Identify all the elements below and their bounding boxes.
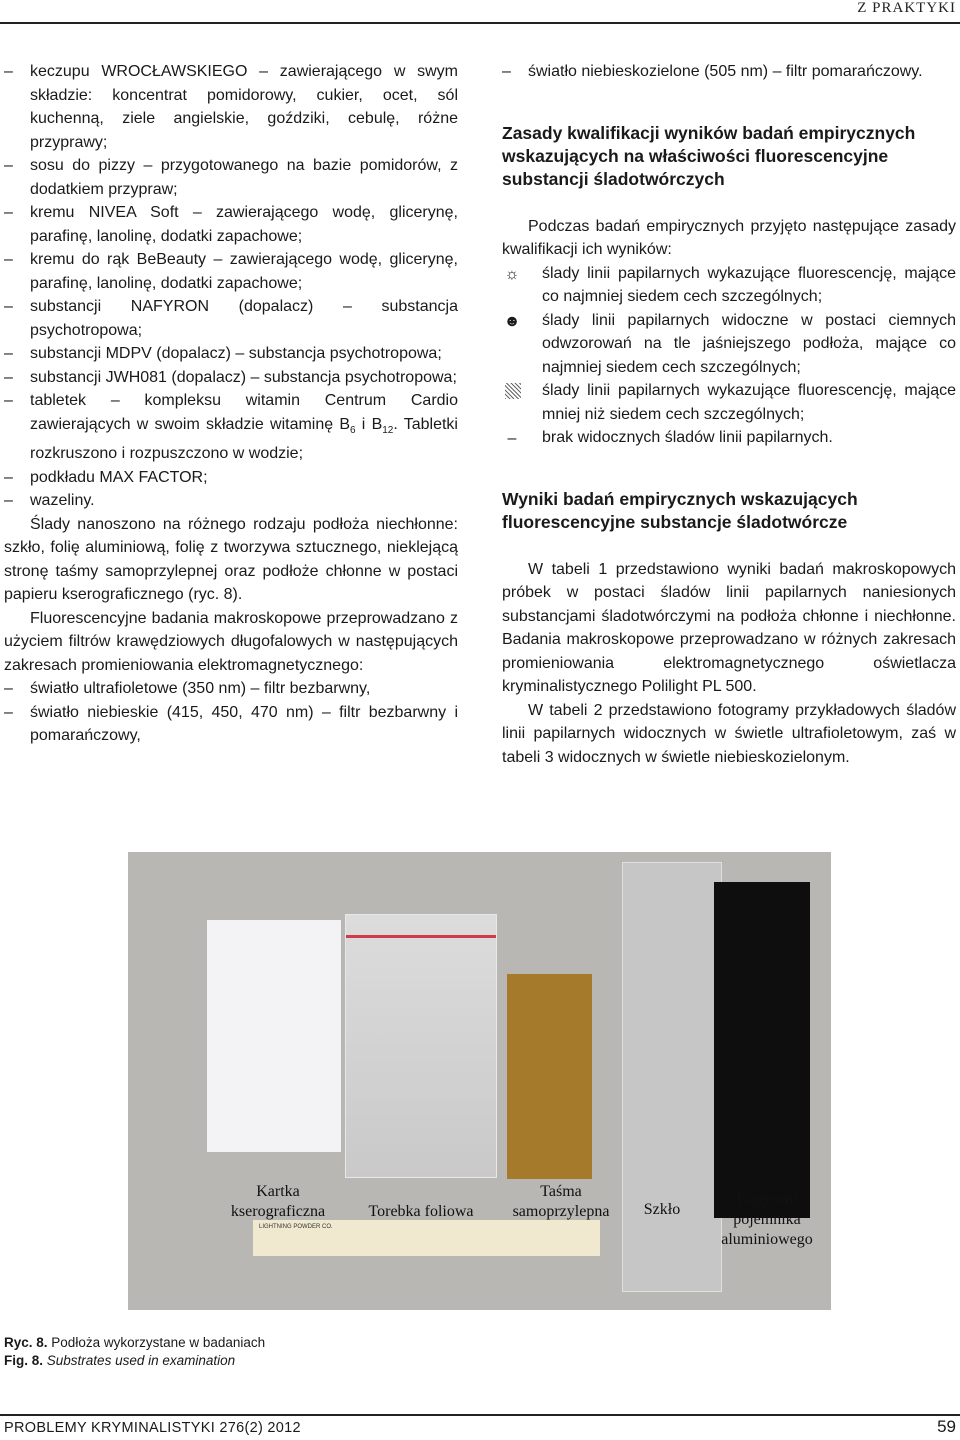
list-item: – substancji JWH081 (dopalacz) – substancja psychotropowa; (4, 368, 457, 386)
footer-rule (0, 1414, 960, 1416)
paragraph: W tabeli 2 przedstawiono fotogramy przykładowych śladów linii papilarnych widocznych w świetle ultrafioletowym, zaś w tabeli 3 widocznych w świetle niebieskozielonym. (502, 701, 956, 766)
criterion-item: ☼ ślady linii papilarnych wykazujące fluorescencję, mające co najmniej siedem cech szczególnych; (502, 262, 956, 309)
right-column (502, 60, 956, 769)
list-item: – substancji NAFYRON (dopalacz) – substancja psychotropowa; (4, 298, 458, 339)
list-item: – światło ultrafioletowe (350 nm) – filtr bezbarwny, (4, 680, 371, 698)
bag-seal (346, 935, 496, 938)
section-heading: Wyniki badań empirycznych wskazujących fluorescencyjne substancje śladotwórcze (502, 488, 858, 532)
smiley-icon: ☻ (503, 312, 521, 330)
hatched-square-icon (505, 383, 521, 399)
criterion-item: – brak widocznych śladów linii papilarnych. (502, 426, 956, 450)
figure-caption: Ryc. 8. Podłoża wykorzystane w badaniach Fig. 8. Substrates used in examination (4, 1335, 266, 1368)
label-kartka: Kartka kserograficzna (230, 1183, 326, 1220)
list-item: – światło niebieskozielone (505 nm) – filtr pomarańczowy. (502, 63, 923, 80)
list-item: – podkładu MAX FACTOR; (4, 468, 208, 486)
criterion-item: ☻ ślady linii papilarnych widoczne w postaci ciemnych odwzorowań na tle jaśniejszego podłoża, mające co najmniej siedem cech szczególnych; (503, 311, 956, 376)
ruler-brand: LIGHTNING POWDER CO. (259, 1224, 333, 1230)
dash-icon: – (507, 430, 517, 447)
page-number: 59 (937, 1417, 956, 1436)
scale-ruler (253, 1220, 600, 1256)
paragraph: W tabeli 1 przedstawiono wyniki badań makroskopowych próbek w postaci śladów linii papilarnych naniesionych substancjami śladotwórczymi na podłoża chłonne i niechłonne. Badania makroskopowe przeprowadzano w różnych zakresach promieniowania elektromagnetycznego oświetlacza kryminalistycznego Polilight PL 500. (502, 560, 956, 695)
label-szklo: Szkło (643, 1201, 681, 1218)
paragraph: Podczas badań empirycznych przyjęto następujące zasady kwalifikacji ich wyników: (502, 217, 956, 258)
list-item-vitamin: – tabletek – kompleksu witamin Centrum Cardio zawierających w swoim składzie witaminę $B_6$ i $B_{12}$. Tabletki rozkruszono i rozpuszczono w wodzie; (4, 392, 458, 463)
substrates-photo (128, 852, 831, 1310)
xerographic-card (207, 920, 341, 1152)
adhesive-tape (507, 974, 592, 1179)
list-item: – substancji MDPV (dopalacz) – substancja psychotropowa; (4, 345, 442, 362)
list-item: – kremu do rąk BeBeauty – zawierającego wodę, glicerynę, parafinę, lanolinę, dodatki zapachowe; (4, 251, 458, 292)
label-torebka: Torebka foliowa (368, 1203, 474, 1220)
glass-slide (622, 862, 722, 1292)
foil-bag (345, 914, 497, 1178)
paragraph: Fluorescencyjne badania makroskopowe przeprowadzano z użyciem filtrów krawędziowych długofalowych w następujących zakresach promieniowania elektromagnetycznego: (4, 609, 458, 674)
label-tasma: Taśma samoprzylepna (512, 1183, 610, 1220)
list-item: – kremu NIVEA Soft – zawierającego wodę, glicerynę, parafinę, lanolinę, dodatki zapachowe; (4, 204, 458, 245)
section-tag: Z PRAKTYKI (857, 0, 956, 16)
list-item: – wazeliny. (4, 492, 95, 510)
criterion-item: ślady linii papilarnych wykazujące fluorescencję, mające mniej niż siedem cech szczególnych; (502, 379, 956, 426)
section-heading: Zasady kwalifikacji wyników badań empirycznych wskazujących na właściwości fluorescencyjne substancji śladotwórczych (502, 122, 916, 189)
label-aluminium: Fragment pojemnika aluminiowego (721, 1191, 813, 1248)
list-item: – światło niebieskie (415, 450, 470 nm) – filtr bezbarwny i pomarańczowy, (4, 703, 458, 745)
journal-title: PROBLEMY KRYMINALISTYKI 276(2) 2012 (4, 1420, 301, 1436)
header-rule (0, 22, 960, 24)
paragraph: Ślady nanoszono na różnego rodzaju podłoża niechłonne: szkło, folię aluminiową, folię z tworzywa sztucznego, nieklejącą stronę taśmy samoprzylepnej oraz podłoże chłonne w postaci papieru kserograficznego (ryc. 8). (4, 515, 458, 604)
aluminium-fragment (714, 882, 810, 1060)
sun-icon: ☼ (504, 265, 520, 283)
list-item: – sosu do pizzy – przygotowanego na bazie pomidorów, z dodatkiem przypraw; (4, 157, 458, 198)
left-column (4, 60, 458, 748)
list-item: – keczupu WROCŁAWSKIEGO – zawierającego w swym składzie: koncentrat pomidorowy, cukier, ocet, sól kuchenną, ziele angielskie, goździki, cebulę, różne przyprawy; (4, 63, 458, 151)
